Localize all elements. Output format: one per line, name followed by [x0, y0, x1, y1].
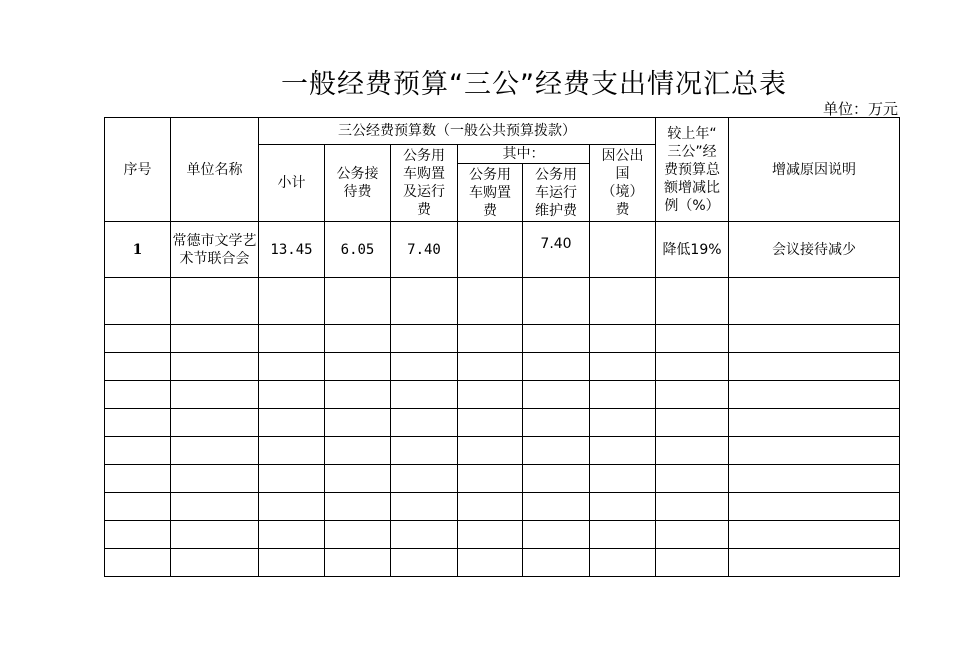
page-title: 一般经费预算“三公”经费支出情况汇总表 [281, 69, 787, 100]
header-subtotal: 小计 [259, 145, 325, 222]
empty-row [105, 325, 900, 353]
header-vehicle-purchase: 公务用 车购置 费 [458, 164, 523, 222]
row-reason: 会议接待减少 [729, 222, 900, 278]
row-change-ratio: 降低19% [656, 222, 729, 278]
row-unit-name: 常德市文学艺术节联合会 [171, 222, 259, 278]
row-reception: 6.05 [325, 222, 391, 278]
row-index: 1 [105, 222, 171, 278]
table-row [105, 222, 900, 278]
empty-row [105, 437, 900, 465]
unit-label: 单位：万元 [822, 100, 898, 118]
header-vehicle: 公务用 车购置 及运行 费 [391, 145, 458, 222]
header-vehicle-maintenance: 公务用 车运行 维护费 [523, 164, 590, 222]
header-abroad: 因公出 国 （境） 费 [590, 145, 656, 222]
row-abroad [590, 222, 656, 278]
empty-row [105, 493, 900, 521]
row-vehicle-maintenance: 7.40 [523, 222, 590, 278]
header-budget-group: 三公经费预算数（一般公共预算拨款） [259, 118, 656, 145]
empty-row [105, 278, 900, 325]
empty-row [105, 465, 900, 493]
empty-row [105, 521, 900, 549]
row-vehicle-purchase [458, 222, 523, 278]
row-vehicle: 7.40 [391, 222, 458, 278]
empty-row [105, 549, 900, 577]
header-index: 序号 [105, 118, 171, 222]
header-change-ratio: 较上年“ 三公”经 费预算总 额增减比 例（%） [656, 118, 729, 222]
header-reception: 公务接 待费 [325, 145, 391, 222]
header-unit-name: 单位名称 [171, 118, 259, 222]
empty-row [105, 409, 900, 437]
row-subtotal: 13.45 [259, 222, 325, 278]
empty-row [105, 381, 900, 409]
header-reason: 增减原因说明 [729, 118, 900, 222]
summary-table [104, 117, 900, 577]
empty-row [105, 353, 900, 381]
header-among: 其中： [458, 145, 590, 164]
